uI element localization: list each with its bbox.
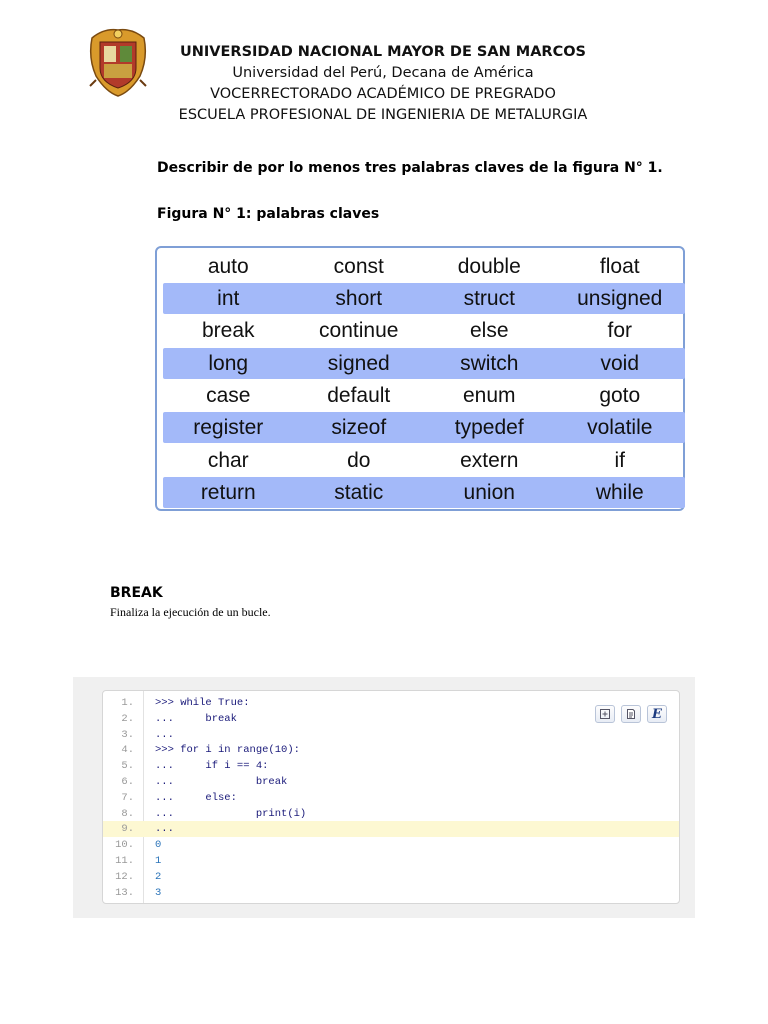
keyword-cell: if [614, 449, 625, 472]
code-line [103, 837, 679, 853]
code-text: ... [155, 728, 174, 741]
keyword-cell: case [206, 384, 251, 407]
keyword-row [163, 348, 685, 379]
keyword-row [163, 380, 685, 411]
section-description: Finaliza la ejecución de un bucle. [110, 605, 271, 619]
line-number: 2. [121, 712, 134, 725]
keyword-cell: extern [460, 449, 519, 472]
code-text: ... break [155, 712, 237, 725]
university-name: UNIVERSIDAD NACIONAL MAYOR DE SAN MARCOS [180, 44, 586, 60]
code-line [103, 742, 679, 758]
code-line [103, 758, 679, 774]
institution-header [150, 42, 616, 126]
figure-caption: Figura N° 1: palabras claves [157, 206, 380, 222]
code-line [103, 774, 679, 790]
line-number: 10. [115, 839, 134, 852]
keyword-row [163, 445, 685, 476]
keyword-cell: struct [463, 287, 515, 310]
keyword-cell: unsigned [577, 287, 663, 310]
keyword-cell: signed [327, 352, 390, 375]
code-line [103, 695, 679, 711]
line-number: 7. [121, 791, 134, 804]
code-text: 1 [155, 855, 162, 867]
line-number: 6. [121, 776, 134, 788]
expand-icon [599, 708, 611, 720]
line-number: 9. [121, 823, 134, 836]
keyword-row [163, 477, 685, 508]
code-text: >>> while True: [155, 697, 250, 709]
keyword-cell: auto [207, 255, 249, 278]
keyword-cell: break [201, 319, 255, 342]
code-text: ... if i == 4: [155, 760, 269, 773]
editor-button[interactable] [647, 705, 667, 723]
keyword-cell: goto [599, 384, 641, 407]
keyword-cell: static [334, 481, 384, 504]
keyword-cell: union [463, 481, 515, 504]
keyword-cell: float [599, 255, 640, 278]
keyword-cell: return [200, 481, 256, 504]
vice-rectorate: VOCERRECTORADO ACADÉMICO DE PREGRADO [210, 86, 556, 102]
keyword-cell: else [469, 319, 509, 342]
school-name: ESCUELA PROFESIONAL DE INGENIERIA DE METALURGIA [178, 107, 588, 123]
line-number: 1. [121, 697, 134, 709]
keyword-cell: register [193, 416, 264, 439]
keyword-cell: do [347, 449, 371, 472]
keyword-row [163, 251, 685, 282]
code-line [103, 711, 679, 727]
code-line [103, 727, 679, 743]
keyword-table [155, 246, 685, 511]
line-number: 4. [121, 744, 134, 757]
keyword-row [163, 283, 685, 314]
line-number: 3. [121, 728, 134, 741]
line-number: 11. [115, 855, 134, 867]
keyword-cell: short [335, 287, 383, 310]
keyword-cell: volatile [587, 416, 653, 439]
keyword-cell: switch [460, 352, 519, 375]
code-text: ... print(i) [155, 807, 307, 820]
code-line [103, 790, 679, 806]
line-number: 5. [121, 760, 134, 773]
keyword-cell: char [207, 449, 249, 472]
keyword-cell: default [327, 384, 391, 407]
code-text: 3 [155, 886, 162, 899]
code-line [103, 806, 679, 822]
line-number: 13. [115, 886, 134, 899]
code-text: 2 [155, 870, 162, 883]
keyword-cell: void [600, 352, 640, 375]
section-title: BREAK [110, 585, 163, 601]
keyword-cell: continue [319, 319, 399, 342]
code-text: >>> for i in range(10): [155, 744, 300, 757]
keyword-cell: sizeof [331, 416, 387, 439]
keyword-cell: enum [462, 384, 516, 407]
keyword-cell: typedef [454, 416, 524, 439]
code-line [103, 869, 679, 885]
code-text: ... [155, 823, 174, 836]
code-snippet-panel [73, 677, 695, 918]
keyword-cell: const [333, 255, 384, 278]
code-text: 0 [155, 839, 162, 852]
code-text: ... else: [155, 791, 237, 804]
university-seal-logo [86, 24, 150, 98]
line-number: 12. [115, 870, 134, 883]
keyword-row [163, 412, 685, 443]
keyword-cell: int [217, 287, 240, 310]
keyword-cell: double [457, 255, 521, 278]
code-line [103, 885, 679, 901]
assignment-prompt: Describir de por lo menos tres palabras claves de la figura N° 1. [157, 160, 663, 176]
editor-label: E [652, 706, 662, 722]
line-number: 8. [121, 807, 134, 820]
code-line [103, 821, 679, 837]
keyword-row [163, 315, 685, 346]
document-icon [625, 708, 637, 720]
keyword-cell: for [607, 319, 632, 342]
expand-code-button[interactable] [595, 705, 615, 723]
code-line [103, 853, 679, 869]
view-source-button[interactable] [621, 705, 641, 723]
code-block [102, 690, 680, 904]
keyword-cell: long [208, 352, 249, 375]
code-text: ... break [155, 776, 288, 788]
code-toolbar [595, 705, 667, 723]
keyword-cell: while [595, 481, 644, 504]
university-motto: Universidad del Perú, Decana de América [232, 65, 534, 81]
